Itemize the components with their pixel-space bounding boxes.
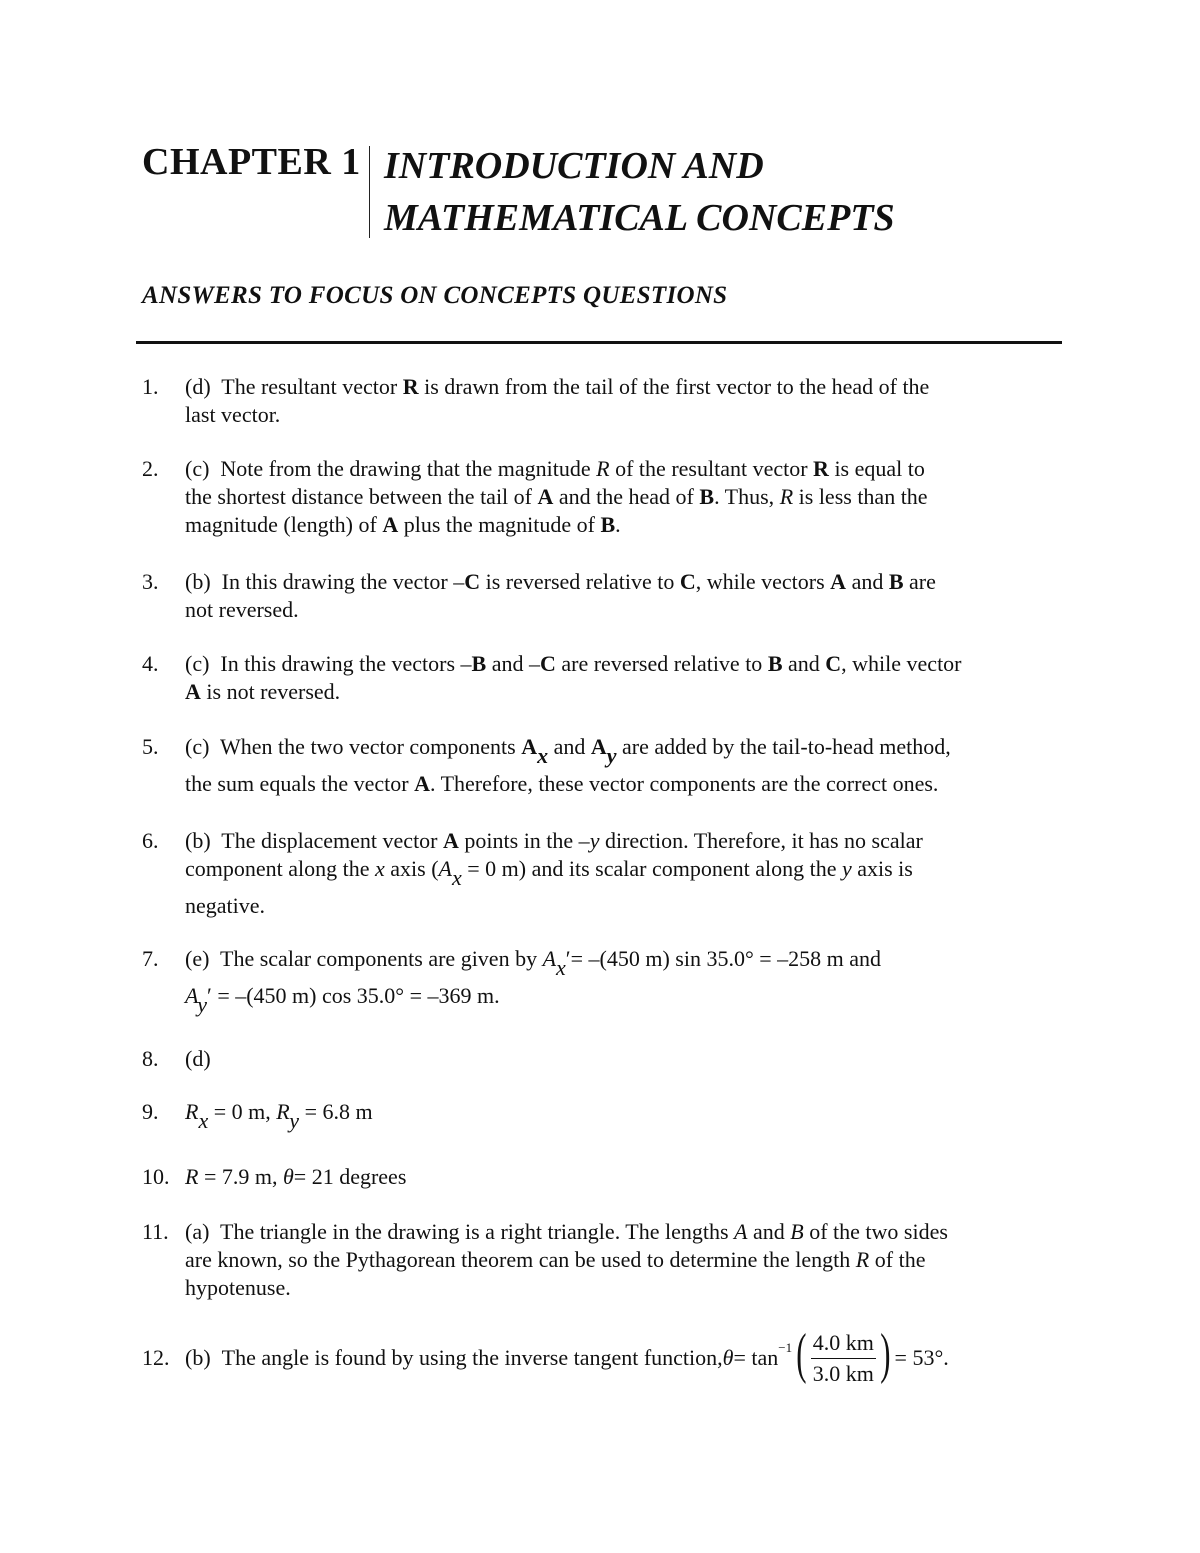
- fraction-numerator: 4.0 km: [811, 1328, 876, 1359]
- fraction-denominator: 3.0 km: [812, 1360, 874, 1386]
- right-paren: ): [880, 1323, 891, 1385]
- answer-number: 10.: [142, 1164, 170, 1189]
- section-title: ANSWERS TO FOCUS ON CONCEPTS QUESTIONS: [142, 282, 728, 309]
- answer-number: 2.: [142, 456, 159, 481]
- left-paren: (: [796, 1323, 807, 1385]
- answer-text: (b) The angle is found by using the inverse tangent function, θ = tan −1 ( $\frac{4.0 km}{3.0 km}$ ) = 53°.: [185, 1326, 1065, 1390]
- horizontal-rule: [136, 341, 1062, 344]
- answer-number: 7.: [142, 946, 159, 971]
- answer-text: (b) In this drawing the vector –C is reversed relative to C, while vectors A and B are not reversed.: [185, 569, 936, 622]
- answer-text: (b) The displacement vector A points in the –y direction. Therefore, it has no scalar component along the x axis (Ax = 0 m) and its scalar component along the y axis is negative.: [185, 828, 923, 918]
- answer-number: 1.: [142, 374, 159, 399]
- theta-symbol: θ: [722, 1345, 734, 1370]
- answer-number: 6.: [142, 828, 159, 853]
- answer-text: (a) The triangle in the drawing is a right triangle. The lengths A and B of the two sides are known, so the Pythagorean theorem can be used to determine the length R of the hypotenuse.: [185, 1219, 948, 1300]
- answer-number: 9.: [142, 1099, 159, 1124]
- chapter-divider: [369, 146, 370, 238]
- answer-text: (c) Note from the drawing that the magnitude R of the resultant vector R is equal to the shortest distance between the tail of A and the head of B. Thus, R is less than the magnitude (length) of A plus the magnitude of B.: [185, 456, 928, 537]
- answer-text: (e) The scalar components are given by Ax′= –(450 m) sin 35.0° = –258 m and Ay′ = –(450 m) cos 35.0° = –369 m.: [185, 946, 882, 1017]
- answer-number: 11.: [142, 1219, 169, 1244]
- chapter-number: CHAPTER 1: [142, 141, 361, 183]
- chapter-title: [384, 140, 895, 244]
- answer-text: Rx = 0 m, Ry = 6.8 m: [185, 1099, 373, 1133]
- answer-number: 12.: [142, 1345, 170, 1370]
- answer-number: 3.: [142, 569, 159, 594]
- answer-text: (c) When the two vector components Ax and Ay are added by the tail-to-head method, the sum equals the vector A. Therefore, these vector components are the correct ones.: [185, 734, 951, 796]
- answer-number: 4.: [142, 651, 159, 676]
- answer-text: (c) In this drawing the vectors –B and –C are reversed relative to B and C, while vector A is not reversed.: [185, 651, 962, 704]
- answer-text: (d) The resultant vector R is drawn from the tail of the first vector to the head of the last vector.: [185, 374, 930, 427]
- fraction: [811, 1328, 876, 1389]
- answer-number: 5.: [142, 734, 159, 759]
- answer-number: 8.: [142, 1046, 159, 1071]
- chapter-title-line1: INTRODUCTION AND: [384, 145, 764, 187]
- answer-text: (d): [185, 1046, 211, 1071]
- answer-text: R = 7.9 m, θ= 21 degrees: [185, 1164, 407, 1189]
- chapter-title-line2: MATHEMATICAL CONCEPTS: [384, 197, 895, 239]
